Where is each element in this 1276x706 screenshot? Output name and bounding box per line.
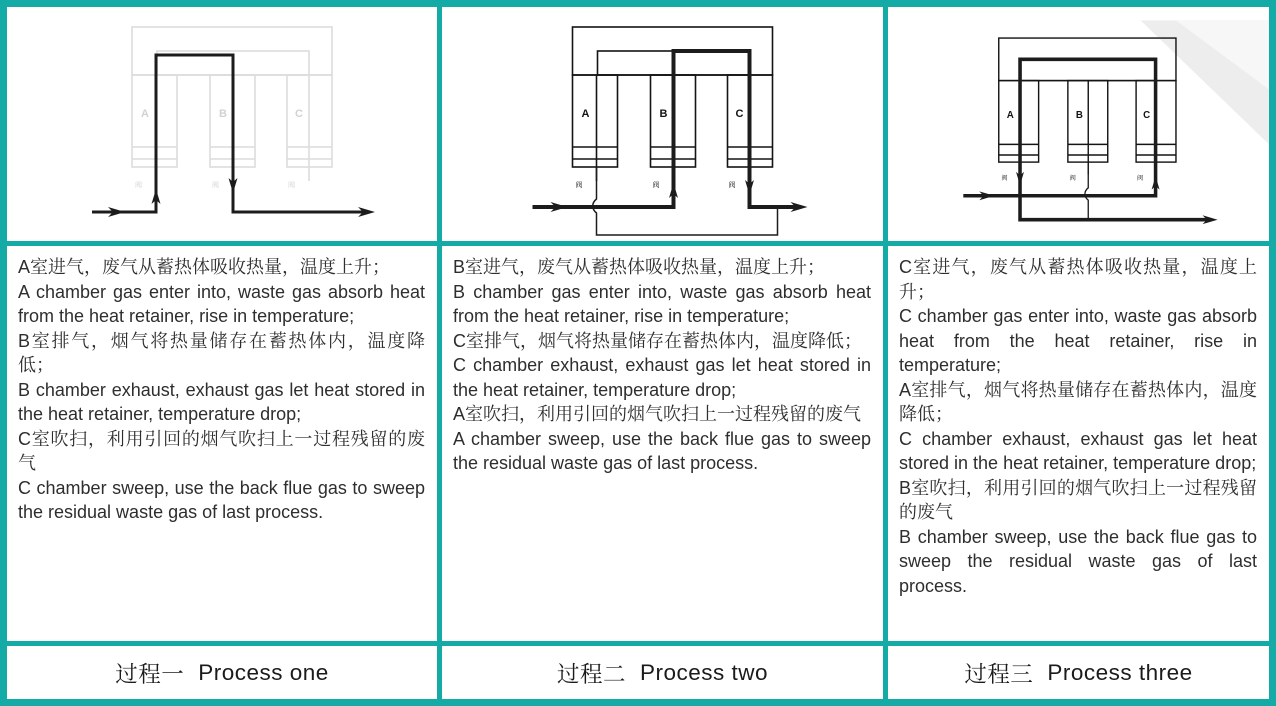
- description-line: C chamber exhaust, exhaust gas let heat stored in the heat retainer, temperature drop;: [899, 428, 1257, 473]
- footer-title-en: Process one: [198, 659, 329, 685]
- description-line: C室进气，废气从蓄热体吸收热量，温度上升；: [899, 257, 1257, 302]
- description-panel-process-two: [442, 246, 883, 641]
- valve-label: 阀: [1069, 174, 1076, 182]
- valve-label: 阀: [652, 182, 660, 189]
- chamber-c-label: C: [295, 108, 303, 120]
- valve-label: 阀: [575, 182, 583, 189]
- description-line: C chamber sweep, use the back flue gas to sweep the residual waste gas of last process.: [18, 477, 425, 522]
- footer-process-three: [888, 646, 1269, 699]
- manifold-box: [1021, 59, 1156, 80]
- footer-title-en: Process three: [1047, 659, 1193, 685]
- chamber-a-label: A: [1006, 109, 1014, 121]
- description-line: C chamber exhaust, exhaust gas let heat stored in the heat retainer, temperature drop;: [453, 355, 871, 400]
- description-line: B室进气，废气从蓄热体吸收热量，温度上升；: [453, 257, 826, 277]
- description-panel-process-three: [888, 246, 1269, 641]
- description-line: C chamber gas enter into, waste gas absorb heat from the heat retainer, rise in temperature;: [899, 306, 1257, 375]
- sweep-line: [1085, 164, 1088, 220]
- rto-diagram-process-two: [442, 7, 883, 241]
- diagram-panel-process-one: [7, 7, 437, 241]
- valve-label: 阀: [212, 182, 219, 189]
- valve-label: 阀: [728, 182, 736, 189]
- flow-line: [92, 55, 369, 212]
- description-line: A chamber gas enter into, waste gas absorb heat from the heat retainer, rise in temperature;: [18, 281, 425, 326]
- description-line: B chamber exhaust, exhaust gas let heat stored in the heat retainer, temperature drop;: [18, 379, 425, 424]
- description-line: B chamber gas enter into, waste gas absorb heat from the heat retainer, rise in temperature;: [453, 281, 871, 326]
- chamber-c-label: C: [735, 108, 744, 120]
- description-line: B室排气，烟气将热量储存在蓄热体内，温度降低；: [18, 330, 425, 375]
- chamber-c-label: C: [1143, 109, 1151, 121]
- valve-label: 阀: [135, 182, 142, 189]
- chamber-a-box: [573, 75, 618, 167]
- valve-label: 阀: [288, 182, 295, 189]
- gas-flow-path: [963, 59, 1217, 224]
- gas-flow-path: [533, 51, 808, 235]
- footer-process-one: [7, 646, 437, 699]
- chamber-a-label: A: [581, 108, 590, 120]
- chamber-b-label: B: [219, 108, 227, 120]
- chamber-b-label: B: [1075, 109, 1083, 121]
- footer-title-zh: 过程一: [115, 661, 185, 687]
- description-line: A室进气，废气从蓄热体吸收热量，温度上升；: [18, 257, 391, 277]
- description-line: C室吹扫，利用引回的烟气吹扫上一过程残留的废气: [18, 428, 425, 473]
- description-line: A室吹扫，利用引回的烟气吹扫上一过程残留的废气: [453, 404, 862, 424]
- description-line: B chamber sweep, use the back flue gas to sweep the residual waste gas of last process.: [899, 526, 1257, 596]
- chamber-a-label: A: [141, 108, 149, 120]
- footer-process-two: [442, 646, 883, 699]
- rto-diagram-process-one: [7, 7, 437, 241]
- rto-diagram-process-three: [888, 7, 1269, 241]
- description-line: A chamber sweep, use the back flue gas to sweep the residual waste gas of last process.: [453, 428, 871, 473]
- footer-title-zh: 过程二: [556, 661, 626, 687]
- diagram-panel-process-two: [442, 7, 883, 241]
- chamber-b-label: B: [659, 108, 668, 120]
- footer-title-zh: 过程三: [964, 661, 1034, 687]
- description-line: A室排气，烟气将热量储存在蓄热体内，温度降低；: [899, 379, 1257, 424]
- description-line: C室排气，烟气将热量储存在蓄热体内，温度降低；: [453, 330, 862, 351]
- description-panel-process-one: [7, 246, 437, 641]
- valve-label: 阀: [1136, 174, 1144, 182]
- description-line: B室吹扫，利用引回的烟气吹扫上一过程残留的废气: [899, 477, 1257, 522]
- valve-label: 阀: [1001, 174, 1008, 182]
- diagram-panel-process-three: [888, 7, 1269, 241]
- footer-title-en: Process two: [639, 659, 769, 685]
